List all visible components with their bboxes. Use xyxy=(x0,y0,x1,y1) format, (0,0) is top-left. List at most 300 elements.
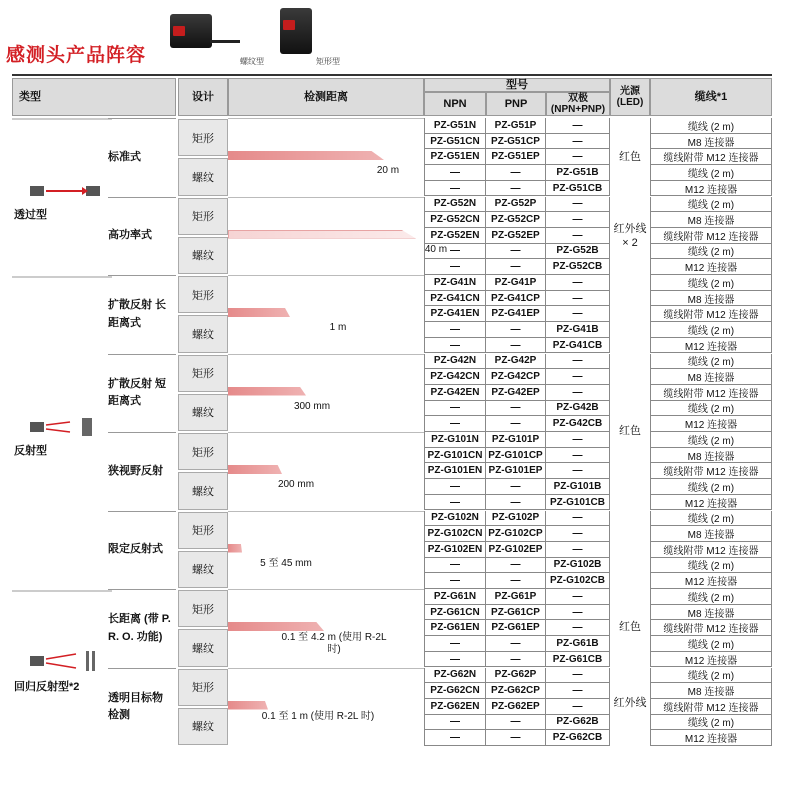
model-dual: — xyxy=(546,605,610,621)
model-dual: — xyxy=(546,542,610,558)
light-gap xyxy=(610,181,650,197)
design-thread: 螺纹 xyxy=(178,708,228,745)
model-npn: PZ-G101EN xyxy=(424,463,486,479)
table-row xyxy=(424,620,772,636)
model-pnp: — xyxy=(486,338,546,354)
model-npn: — xyxy=(424,401,486,417)
light-gap xyxy=(610,511,650,527)
group-through-beam xyxy=(12,118,112,276)
distance-label: 20 m xyxy=(376,165,400,176)
design-thread: 螺纹 xyxy=(178,629,228,666)
cable-type: M8 连接器 xyxy=(650,369,772,385)
subtype-label: 标准式 xyxy=(108,118,176,197)
subtype-label: 透明目标物 检测 xyxy=(108,668,176,747)
light-gap xyxy=(610,354,650,370)
table-row xyxy=(424,197,772,213)
light-gap xyxy=(610,652,650,668)
table-row xyxy=(424,448,772,464)
model-dual: PZ-G42CB xyxy=(546,416,610,432)
cable-type: 缆线附带 M12 连接器 xyxy=(650,463,772,479)
header-model: 型号 xyxy=(424,78,610,92)
distance-cell xyxy=(228,275,424,354)
model-pnp: PZ-G102EP xyxy=(486,542,546,558)
table-row xyxy=(424,605,772,621)
header-cable: 缆线*1 xyxy=(650,78,772,116)
reflective-icon xyxy=(30,416,100,438)
cable-type: M8 连接器 xyxy=(650,683,772,699)
model-dual: — xyxy=(546,228,610,244)
model-pnp: PZ-G52P xyxy=(486,197,546,213)
distance-label: 200 mm xyxy=(277,479,315,490)
model-dual: — xyxy=(546,511,610,527)
detection-beam xyxy=(228,387,306,396)
light-gap xyxy=(610,416,650,432)
light-gap xyxy=(610,495,650,511)
model-pnp: PZ-G61EP xyxy=(486,620,546,636)
model-pnp: PZ-G41EP xyxy=(486,306,546,322)
model-pnp: PZ-G51CP xyxy=(486,134,546,150)
model-npn: — xyxy=(424,495,486,511)
distance-label: 300 mm xyxy=(293,400,331,412)
cable-type: 缆线 (2 m) xyxy=(650,197,772,213)
model-pnp: — xyxy=(486,181,546,197)
light-gap xyxy=(610,730,650,746)
table-row xyxy=(424,134,772,150)
detection-beam xyxy=(228,544,242,553)
subtype-label: 限定反射式 xyxy=(108,511,176,590)
table-row xyxy=(424,526,772,542)
detection-beam xyxy=(228,151,384,160)
model-pnp: — xyxy=(486,244,546,260)
model-pnp: PZ-G42P xyxy=(486,354,546,370)
model-npn: PZ-G61N xyxy=(424,589,486,605)
cable-type: 缆线 (2 m) xyxy=(650,511,772,527)
cable-type: 缆线附带 M12 连接器 xyxy=(650,620,772,636)
distance-label: 1 m xyxy=(329,322,347,333)
model-dual: — xyxy=(546,683,610,699)
light-gap xyxy=(610,605,650,621)
model-npn: — xyxy=(424,338,486,354)
model-npn: PZ-G61EN xyxy=(424,620,486,636)
distance-label: 0.1 至 4.2 m (使用 R-2L 时) xyxy=(281,632,387,655)
model-pnp: — xyxy=(486,573,546,589)
model-dual: — xyxy=(546,354,610,370)
model-dual: PZ-G101B xyxy=(546,479,610,495)
table-row xyxy=(424,118,772,134)
cable-type: M8 连接器 xyxy=(650,605,772,621)
model-dual: — xyxy=(546,589,610,605)
model-npn: PZ-G102EN xyxy=(424,542,486,558)
header-distance: 检测距离 xyxy=(228,78,424,116)
cable-type: M8 连接器 xyxy=(650,291,772,307)
cable-type: 缆线 (2 m) xyxy=(650,244,772,260)
table-row xyxy=(424,244,772,260)
cable-type: 缆线 (2 m) xyxy=(650,479,772,495)
design-rect: 矩形 xyxy=(178,276,228,313)
distance-cell xyxy=(228,511,424,590)
model-dual: PZ-G41CB xyxy=(546,338,610,354)
model-pnp: PZ-G62P xyxy=(486,668,546,684)
light-gap xyxy=(610,542,650,558)
model-pnp: PZ-G101EP xyxy=(486,463,546,479)
light-source-infrared: 红外线 xyxy=(613,697,647,709)
light-gap xyxy=(610,165,650,181)
model-dual: PZ-G41B xyxy=(546,322,610,338)
cable-type: 缆线 (2 m) xyxy=(650,558,772,574)
model-npn: PZ-G52EN xyxy=(424,228,486,244)
model-dual: PZ-G42B xyxy=(546,401,610,417)
model-npn: PZ-G41N xyxy=(424,275,486,291)
model-dual: — xyxy=(546,463,610,479)
cable-type: M12 连接器 xyxy=(650,416,772,432)
model-dual: — xyxy=(546,668,610,684)
header-light-source: 光源 (LED) xyxy=(610,78,650,116)
design-rect: 矩形 xyxy=(178,198,228,235)
light-gap xyxy=(610,228,650,244)
model-dual: — xyxy=(546,197,610,213)
subtype-label: 高功率式 xyxy=(108,197,176,276)
model-npn: PZ-G51EN xyxy=(424,149,486,165)
header-top-rule xyxy=(12,74,772,76)
model-npn: — xyxy=(424,558,486,574)
light-gap xyxy=(610,668,650,684)
light-gap xyxy=(610,291,650,307)
cable-type: 缆线 (2 m) xyxy=(650,401,772,417)
model-pnp: PZ-G51EP xyxy=(486,149,546,165)
light-gap xyxy=(610,118,650,134)
retro-reflective-icon xyxy=(30,650,100,672)
header-design: 设计 xyxy=(178,78,228,116)
model-dual: PZ-G62B xyxy=(546,715,610,731)
table-row xyxy=(424,165,772,181)
light-gap xyxy=(610,699,650,715)
model-pnp: PZ-G51P xyxy=(486,118,546,134)
distance-cell xyxy=(228,589,424,668)
light-source-red-1: 红色 xyxy=(619,151,641,163)
detection-beam xyxy=(228,465,282,474)
page-title: 感测头产品阵容 xyxy=(6,45,147,66)
light-source-red-2: 红色 xyxy=(619,425,641,437)
light-gap xyxy=(610,244,650,260)
table-row xyxy=(424,479,772,495)
model-npn: PZ-G52N xyxy=(424,197,486,213)
cable-type: 缆线 (2 m) xyxy=(650,322,772,338)
model-npn: — xyxy=(424,652,486,668)
model-npn: — xyxy=(424,636,486,652)
cable-type: M8 连接器 xyxy=(650,134,772,150)
model-npn: — xyxy=(424,416,486,432)
model-dual: — xyxy=(546,448,610,464)
model-dual: — xyxy=(546,134,610,150)
light-gap xyxy=(610,275,650,291)
model-dual: — xyxy=(546,306,610,322)
table-row xyxy=(424,149,772,165)
model-npn: PZ-G41CN xyxy=(424,291,486,307)
light-gap xyxy=(610,589,650,605)
table-row xyxy=(424,369,772,385)
model-pnp: PZ-G41P xyxy=(486,275,546,291)
table-row xyxy=(424,668,772,684)
rect-sensor-image xyxy=(280,8,312,54)
cable-type: M12 连接器 xyxy=(650,181,772,197)
cable-type: 缆线附带 M12 连接器 xyxy=(650,149,772,165)
table-row xyxy=(424,228,772,244)
light-gap xyxy=(610,401,650,417)
design-rect: 矩形 xyxy=(178,119,228,156)
cable-type: M8 连接器 xyxy=(650,448,772,464)
cable-type: 缆线 (2 m) xyxy=(650,354,772,370)
subtype-label: 长距离 (带 P. R. O. 功能) xyxy=(108,589,176,668)
model-npn: PZ-G102CN xyxy=(424,526,486,542)
design-thread: 螺纹 xyxy=(178,237,228,274)
cable-type: 缆线 (2 m) xyxy=(650,636,772,652)
design-rect: 矩形 xyxy=(178,512,228,549)
group-name-retro-reflective: 回归反射型*2 xyxy=(14,681,80,693)
model-npn: PZ-G101CN xyxy=(424,448,486,464)
light-source-red-3: 红色 xyxy=(619,621,641,633)
distance-cell xyxy=(228,668,424,747)
sensor-cable-image xyxy=(210,40,240,43)
table-row xyxy=(424,511,772,527)
distance-label: 5 至 45 mm xyxy=(260,557,312,569)
group-name-reflective: 反射型 xyxy=(14,445,47,457)
model-pnp: PZ-G62CP xyxy=(486,683,546,699)
model-npn: — xyxy=(424,244,486,260)
model-pnp: PZ-G102P xyxy=(486,511,546,527)
model-npn: — xyxy=(424,181,486,197)
model-dual: PZ-G102CB xyxy=(546,573,610,589)
model-npn: PZ-G62N xyxy=(424,668,486,684)
table-row xyxy=(424,338,772,354)
light-gap xyxy=(610,715,650,731)
model-pnp: — xyxy=(486,730,546,746)
model-pnp: — xyxy=(486,652,546,668)
distance-label: 0.1 至 1 m (使用 R-2L 时) xyxy=(261,710,375,722)
light-gap xyxy=(610,338,650,354)
light-gap xyxy=(610,526,650,542)
table-row xyxy=(424,385,772,401)
header-npn: NPN xyxy=(424,92,486,116)
group-retro-reflective xyxy=(12,590,112,746)
model-pnp: — xyxy=(486,259,546,275)
model-pnp: — xyxy=(486,495,546,511)
detection-beam xyxy=(228,230,416,239)
cable-type: 缆线 (2 m) xyxy=(650,165,772,181)
model-dual: — xyxy=(546,526,610,542)
light-gap xyxy=(610,259,650,275)
model-pnp: — xyxy=(486,401,546,417)
through-beam-icon xyxy=(30,184,100,198)
distance-label: 40 m xyxy=(424,243,448,255)
subtype-label: 狭视野反射 xyxy=(108,432,176,511)
model-dual: PZ-G102B xyxy=(546,558,610,574)
cable-type: 缆线 (2 m) xyxy=(650,668,772,684)
light-gap xyxy=(610,197,650,213)
subtype-label: 扩散反射 长距离式 xyxy=(108,275,176,354)
model-dual: — xyxy=(546,212,610,228)
cable-type: 缆线 (2 m) xyxy=(650,275,772,291)
light-gap xyxy=(610,369,650,385)
model-pnp: PZ-G61CP xyxy=(486,605,546,621)
design-thread: 螺纹 xyxy=(178,315,228,352)
table-row xyxy=(424,291,772,307)
light-gap xyxy=(610,448,650,464)
distance-cell xyxy=(228,354,424,433)
detection-beam xyxy=(228,308,290,317)
model-dual: PZ-G51CB xyxy=(546,181,610,197)
model-dual: PZ-G52B xyxy=(546,244,610,260)
design-thread: 螺纹 xyxy=(178,158,228,195)
table-row xyxy=(424,699,772,715)
model-dual: PZ-G51B xyxy=(546,165,610,181)
design-thread: 螺纹 xyxy=(178,394,228,431)
design-rect: 矩形 xyxy=(178,590,228,627)
table-row xyxy=(424,259,772,275)
light-gap xyxy=(610,620,650,636)
model-npn: PZ-G52CN xyxy=(424,212,486,228)
model-npn: — xyxy=(424,479,486,495)
model-dual: — xyxy=(546,275,610,291)
cable-type: 缆线 (2 m) xyxy=(650,432,772,448)
table-row xyxy=(424,730,772,746)
cable-type: 缆线附带 M12 连接器 xyxy=(650,306,772,322)
model-dual: — xyxy=(546,291,610,307)
cable-type: 缆线 (2 m) xyxy=(650,118,772,134)
model-pnp: PZ-G101P xyxy=(486,432,546,448)
light-gap xyxy=(610,385,650,401)
model-pnp: PZ-G41CP xyxy=(486,291,546,307)
cable-type: 缆线附带 M12 连接器 xyxy=(650,699,772,715)
model-dual: PZ-G101CB xyxy=(546,495,610,511)
table-row xyxy=(424,416,772,432)
model-npn: — xyxy=(424,730,486,746)
light-gap xyxy=(610,432,650,448)
table-row xyxy=(424,542,772,558)
cable-type: M12 连接器 xyxy=(650,495,772,511)
model-npn: PZ-G42EN xyxy=(424,385,486,401)
model-npn: PZ-G101N xyxy=(424,432,486,448)
table-row xyxy=(424,463,772,479)
cable-type: 缆线 (2 m) xyxy=(650,715,772,731)
light-gap xyxy=(610,683,650,699)
table-row xyxy=(424,275,772,291)
cable-type: M12 连接器 xyxy=(650,259,772,275)
model-pnp: — xyxy=(486,322,546,338)
model-npn: PZ-G51N xyxy=(424,118,486,134)
design-rect: 矩形 xyxy=(178,433,228,470)
cable-type: 缆线附带 M12 连接器 xyxy=(650,228,772,244)
light-gap xyxy=(610,463,650,479)
thumb-caption-threaded: 螺纹型 xyxy=(240,57,264,66)
header-dual: 双极 (NPN+PNP) xyxy=(546,92,610,116)
table-row xyxy=(424,636,772,652)
model-dual: — xyxy=(546,118,610,134)
model-dual: PZ-G61B xyxy=(546,636,610,652)
model-dual: PZ-G61CB xyxy=(546,652,610,668)
cable-type: 缆线 (2 m) xyxy=(650,589,772,605)
model-pnp: PZ-G62EP xyxy=(486,699,546,715)
table-row xyxy=(424,306,772,322)
thumb-caption-rect: 矩形型 xyxy=(316,57,340,66)
design-rect: 矩形 xyxy=(178,355,228,392)
design-rect: 矩形 xyxy=(178,669,228,706)
cable-type: 缆线附带 M12 连接器 xyxy=(650,542,772,558)
light-gap xyxy=(610,636,650,652)
header-type: 类型 xyxy=(12,78,176,116)
model-dual: — xyxy=(546,385,610,401)
model-pnp: PZ-G42CP xyxy=(486,369,546,385)
light-source-infrared-x2: 红外线 × 2 xyxy=(613,223,647,250)
light-gap xyxy=(610,558,650,574)
light-gap xyxy=(610,573,650,589)
table-row xyxy=(424,181,772,197)
light-gap xyxy=(610,322,650,338)
design-thread: 螺纹 xyxy=(178,551,228,588)
detection-beam xyxy=(228,622,324,631)
model-pnp: — xyxy=(486,636,546,652)
table-row xyxy=(424,401,772,417)
cable-type: M8 连接器 xyxy=(650,526,772,542)
table-row xyxy=(424,495,772,511)
model-pnp: PZ-G61P xyxy=(486,589,546,605)
design-thread: 螺纹 xyxy=(178,472,228,509)
model-npn: PZ-G42N xyxy=(424,354,486,370)
table-row xyxy=(424,322,772,338)
model-pnp: — xyxy=(486,479,546,495)
model-npn: PZ-G41EN xyxy=(424,306,486,322)
table-row xyxy=(424,558,772,574)
light-gap xyxy=(610,212,650,228)
model-pnp: PZ-G102CP xyxy=(486,526,546,542)
cable-type: 缆线附带 M12 连接器 xyxy=(650,385,772,401)
model-npn: PZ-G62EN xyxy=(424,699,486,715)
model-pnp: PZ-G52EP xyxy=(486,228,546,244)
cable-type: M12 连接器 xyxy=(650,338,772,354)
distance-cell xyxy=(228,118,424,197)
model-npn: — xyxy=(424,715,486,731)
group-name-through-beam: 透过型 xyxy=(14,209,47,221)
model-pnp: PZ-G52CP xyxy=(486,212,546,228)
model-pnp: — xyxy=(486,165,546,181)
table-row xyxy=(424,212,772,228)
model-npn: PZ-G102N xyxy=(424,511,486,527)
distance-cell xyxy=(228,197,448,276)
model-npn: PZ-G62CN xyxy=(424,683,486,699)
model-npn: — xyxy=(424,259,486,275)
table-row xyxy=(424,683,772,699)
cable-type: M12 连接器 xyxy=(650,730,772,746)
model-npn: PZ-G42CN xyxy=(424,369,486,385)
subtype-label: 扩散反射 短距离式 xyxy=(108,354,176,433)
model-npn: PZ-G61CN xyxy=(424,605,486,621)
header-pnp: PNP xyxy=(486,92,546,116)
model-npn: — xyxy=(424,165,486,181)
group-reflective xyxy=(12,276,112,590)
model-dual: PZ-G52CB xyxy=(546,259,610,275)
model-dual: — xyxy=(546,620,610,636)
model-dual: — xyxy=(546,149,610,165)
model-pnp: — xyxy=(486,416,546,432)
model-dual: — xyxy=(546,699,610,715)
cable-type: M12 连接器 xyxy=(650,573,772,589)
model-npn: PZ-G51CN xyxy=(424,134,486,150)
model-pnp: — xyxy=(486,715,546,731)
model-pnp: — xyxy=(486,558,546,574)
model-npn: — xyxy=(424,322,486,338)
light-gap xyxy=(610,306,650,322)
detection-beam xyxy=(228,701,268,710)
model-dual: — xyxy=(546,432,610,448)
